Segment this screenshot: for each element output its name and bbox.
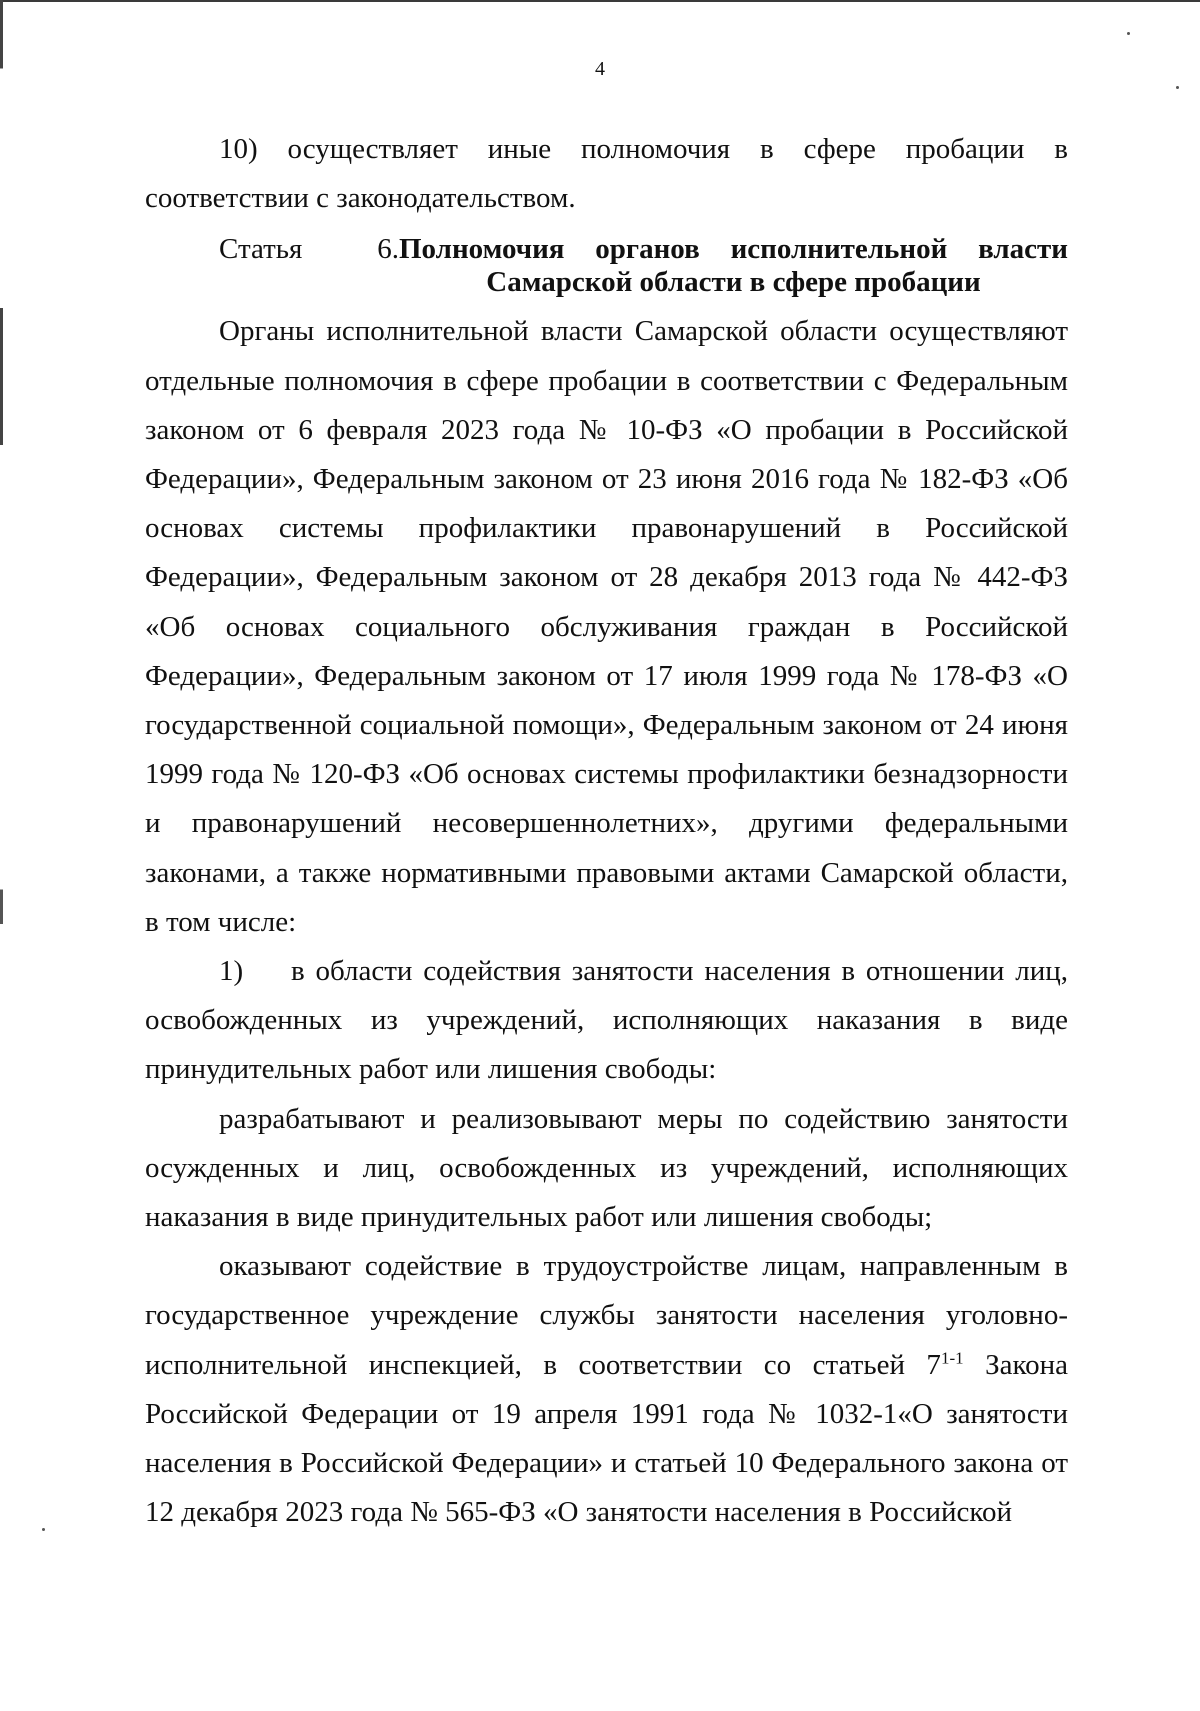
paragraph-item-10: 10) осуществляет иные полномочия в сфере пробации в соответствии с законодательством. [145,133,1068,215]
article-label [145,233,399,299]
scan-speck [42,1528,45,1531]
scan-top-edge [0,0,1200,2]
scan-speck [1176,86,1179,89]
list-item-1 [145,947,1068,1095]
article-title: Полномочия органов исполнительной власти Самарской области в сфере пробации [399,233,1068,299]
paragraph-develop: разрабатывают и реализовывают меры по содействию занятости осужденных и лиц, освобожденных из учреждений, исполняющих наказания в виде принудительных работ или лишения свободы; [145,1102,1068,1234]
page-number: 4 [595,58,605,80]
article-superscript: 1-1 [940,1348,964,1368]
article-heading [145,233,1068,299]
scan-left-edge [0,0,3,1711]
paragraph-assist [145,1242,1068,1537]
paragraph-assist-text: оказывают содействие в трудоустройстве лицам, направленным в государственное учреждение службы занятости населения уголовно-исполнительной инспекцией, в соответствии со статьей 7 [145,1250,1068,1381]
list-item-1-text: в области содействия занятости населения в отношении лиц, освобожденных из учреждений, исполняющих наказания в виде принудительных работ или лишения свободы: [145,955,1068,1086]
document-body [145,125,1068,1537]
article-number: 6. [377,233,399,266]
paragraph-assist-continuation: Закона Российской Федерации от 19 апреля 1991 года № 1032-1«О занятости населения в Российской Федерации» и статьей 10 Федерального закона от 12 декабря 2023 года № 565-ФЗ «О занятости населения в Российской [145,1348,1068,1529]
paragraph-intro: Органы исполнительной власти Самарской области осуществляют отдельные полномочия в сфере пробации в соответствии с Федеральным законом от 6 февраля 2023 года № 10-ФЗ «О пробации в Российской Федерации», Федеральным законом от 23 июня 2016 года № 182-ФЗ «Об основах системы профилактики правонарушений в Российской Федерации», Федеральным законом от 28 декабря 2013 года № 442-ФЗ «Об основах социального обслуживания граждан в Российской Федерации», Федеральным законом от 17 июля 1999 года № 178-ФЗ «О государственной социальной помощи», Федеральным законом от 24 июня 1999 года № 120-ФЗ «Об основах системы профилактики безнадзорности и правонарушений несовершеннолетних», другими федеральными законами, а также нормативными правовыми актами Самарской области, в том числе: [145,315,1068,938]
article-word: Статья [219,233,303,266]
scan-speck [1127,32,1130,35]
list-item-1-label: 1) [219,955,244,988]
